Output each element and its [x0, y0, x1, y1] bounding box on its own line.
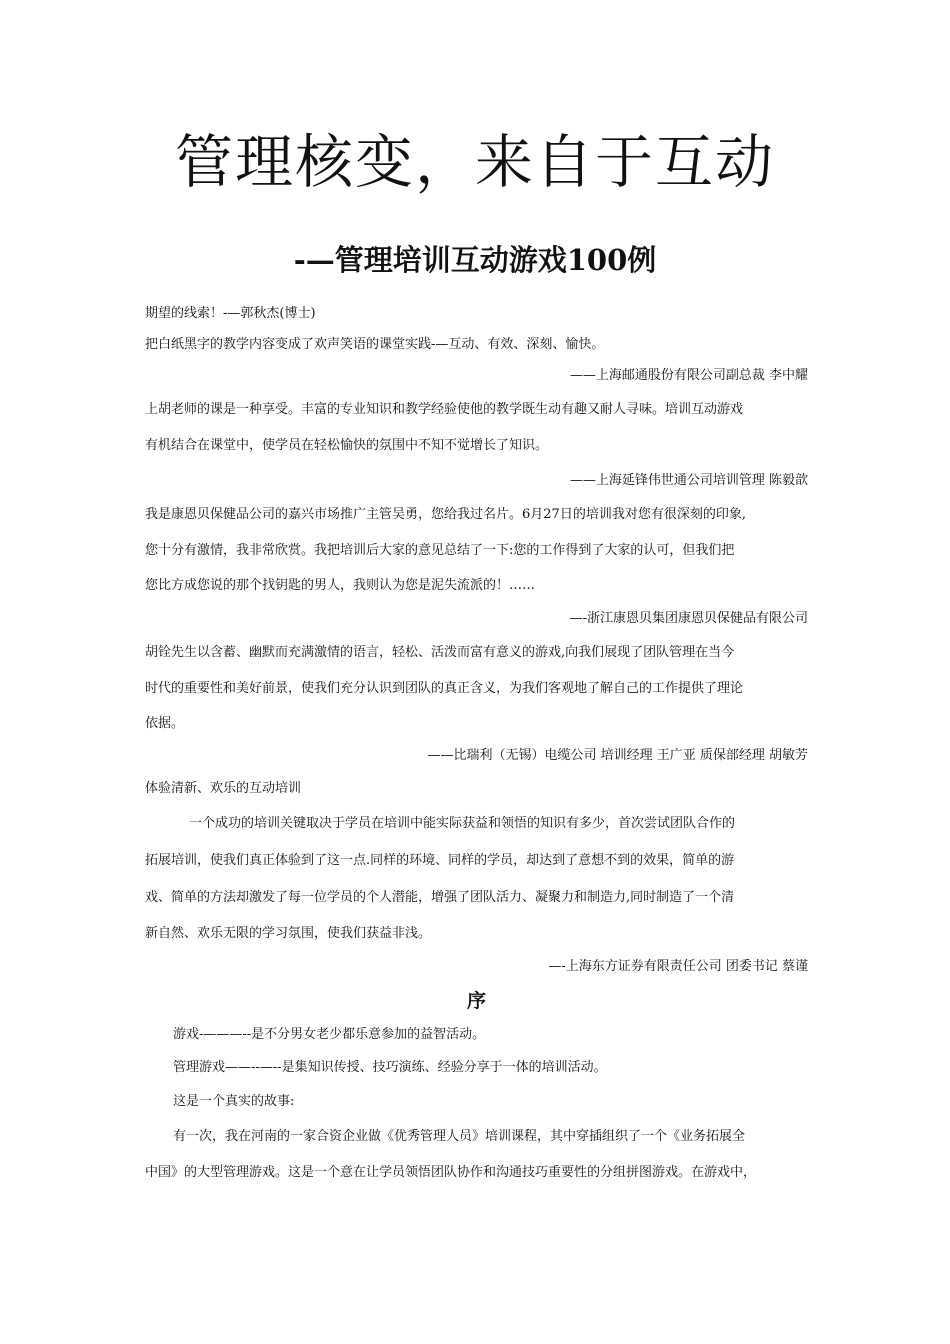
- section-heading: 序: [466, 990, 486, 1012]
- document-title: 管理核变，来自于互动: [174, 128, 775, 196]
- attribution-line: —-上海东方证券有限责任公司 团委书记 蔡谨: [548, 959, 808, 974]
- attribution-line: ——上海延锋伟世通公司培训管理 陈毅歆: [569, 473, 808, 488]
- paragraph-line: 胡铨先生以含蓄、幽默而充满激情的语言，轻松、活泼而富有意义的游戏,向我们展现了团队管理在当今: [145, 645, 735, 660]
- paragraph-line: 中国》的大型管理游戏。这是一个意在让学员领悟团队协作和沟通技巧重要性的分组拼图游戏。在游戏中，: [145, 1165, 757, 1180]
- document-subtitle: -—管理培训互动游戏100例: [293, 243, 657, 277]
- paragraph-line: 时代的重要性和美好前景，使我们充分认识到团队的真正含义，为我们客观地了解自己的工作提供了理论: [145, 681, 744, 696]
- paragraph-line: 依据。: [145, 716, 185, 731]
- attribution-line: —-浙江康恩贝集团康恩贝保健品有限公司: [569, 611, 808, 626]
- paragraph-line: 有一次，我在河南的一家合资企业做《优秀管理人员》培训课程，其中穿插组织了一个《业务拓展全: [173, 1129, 746, 1144]
- paragraph-line: 戏、简单的方法却激发了每一位学员的个人潜能，增强了团队活力、凝聚力和制造力,同时制造了一个清: [145, 890, 735, 905]
- attribution-line: ——上海邮通股份有限公司副总裁 李中耀: [569, 368, 808, 383]
- paragraph-line: 期望的线索！-—郭秋杰(博士): [145, 306, 316, 321]
- paragraph-line: 一个成功的培训关键取决于学员在培训中能实际获益和领悟的知识有多少，首次尝试团队合作的: [189, 816, 736, 831]
- paragraph-line: 我是康恩贝保健品公司的嘉兴市场推广主管吴勇，您给我过名片。6月27日的培训我对您有很深刻的印象,: [145, 507, 746, 522]
- attribution-line: ——比瑞利（无锡）电缆公司 培训经理 王广亚 质保部经理 胡敏芳: [427, 748, 808, 763]
- paragraph-line: 新自然、欢乐无限的学习氛围，使我们获益非浅。: [145, 926, 432, 941]
- paragraph-line: 这是一个真实的故事:: [173, 1094, 295, 1109]
- paragraph-line: 上胡老师的课是一种享受。丰富的专业知识和教学经验使他的教学既生动有趣又耐人寻味。培训互动游戏: [145, 402, 744, 417]
- paragraph-line: 管理游戏——--—--是集知识传授、技巧演练、经验分享于一体的培训活动。: [173, 1060, 607, 1075]
- section-label: 体验清新、欢乐的互动培训: [145, 781, 302, 796]
- paragraph-line: 有机结合在课堂中，使学员在轻松愉快的氛围中不知不觉增长了知识。: [145, 438, 549, 453]
- document-body: [145, 298, 808, 1190]
- paragraph-line: 游戏-———--是不分男女老少都乐意参加的益智活动。: [173, 1027, 486, 1042]
- paragraph-line: 您比方成您说的那个找钥匙的男人，我则认为您是泥失流派的！……: [145, 578, 536, 593]
- paragraph-line: 拓展培训，使我们真正体验到了这一点.同样的环境、同样的学员，却达到了意想不到的效果，简单的游: [145, 853, 735, 868]
- paragraph-line: 把白纸黑字的教学内容变成了欢声笑语的课堂实践-—互动、有效、深刻、愉快。: [145, 337, 605, 352]
- paragraph-line: 您十分有激情，我非常欣赏。我把培训后大家的意见总结了一下:您的工作得到了大家的认可，但我们把: [145, 543, 735, 558]
